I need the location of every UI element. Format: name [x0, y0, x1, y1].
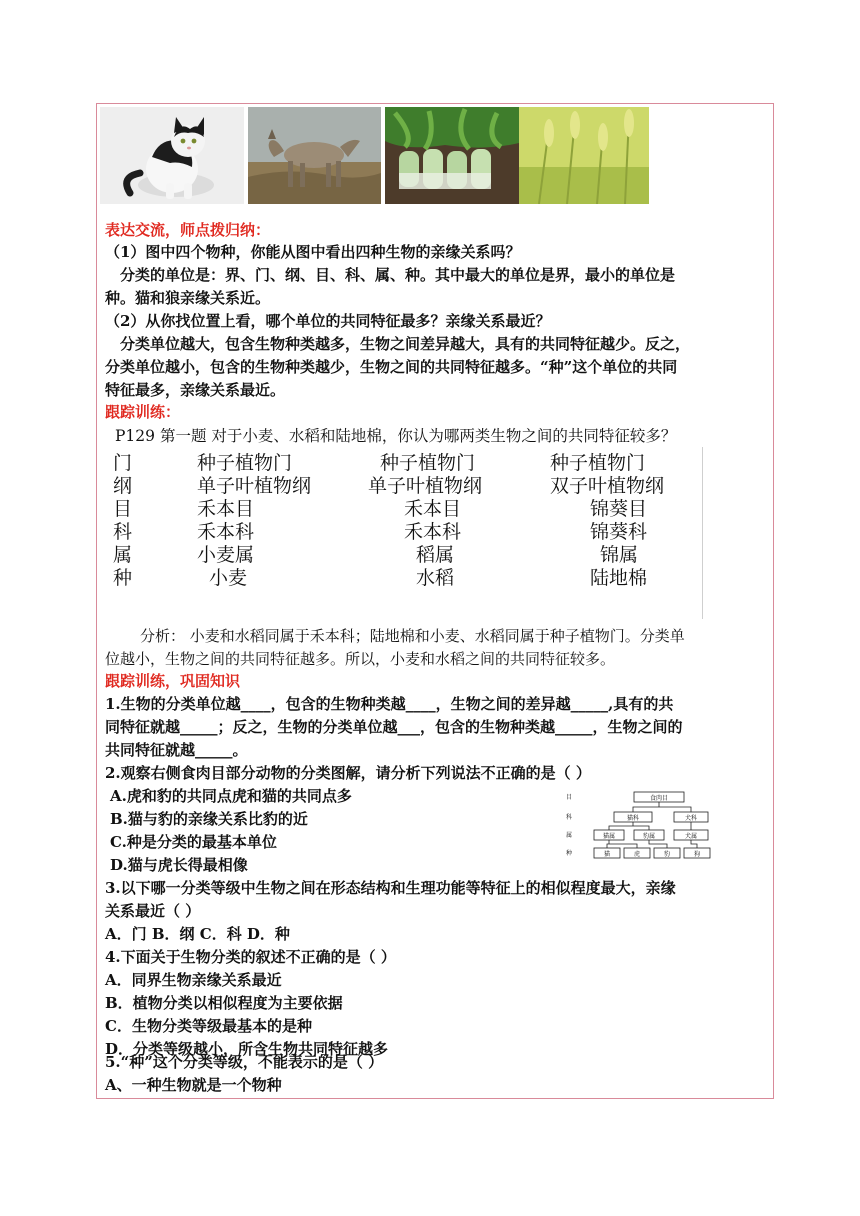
section-heading-consolidate: 跟踪训练，巩固知识	[105, 672, 241, 690]
rank-label: 门	[113, 452, 133, 474]
diagram-species: 狗	[693, 851, 701, 858]
wheat-species: 小麦	[209, 567, 248, 589]
answer-2-line-2: 分类单位越小，包含的生物种类越少，生物之间的共同特征越多。“种”这个单位的共同	[105, 358, 678, 376]
question-1: （1）图中四个物种，你能从图中看出四种生物的亲缘关系吗？	[105, 243, 521, 261]
exercise-3-options: A．门 B．纲 C．科 D．种	[105, 925, 290, 943]
rice-order: 禾本目	[404, 498, 462, 520]
exercise-4-option-a: A．同界生物亲缘关系最近	[105, 971, 282, 989]
wheat-class: 单子叶植物纲	[197, 475, 312, 497]
rank-label: 属	[113, 544, 133, 566]
cotton-phylum: 种子植物门	[550, 452, 646, 474]
wolf-photo	[248, 107, 381, 204]
cotton-family: 锦葵科	[590, 521, 648, 543]
rice-phylum: 种子植物门	[380, 452, 476, 474]
diagram-family: 猫科	[626, 815, 640, 822]
rank-label: 目	[113, 498, 133, 520]
cat-photo	[100, 107, 244, 204]
rice-genus: 稻属	[416, 544, 455, 566]
cotton-order: 锦葵目	[590, 498, 648, 520]
carnivora-classification-diagram	[562, 790, 742, 866]
exercise-2-option-c: C.种是分类的最基本单位	[110, 833, 277, 851]
exercise-3-line-1: 3.以下哪一分类等级中生物之间在形态结构和生理功能等特征上的相似程度最大，亲缘	[105, 879, 676, 897]
cotton-class: 双子叶植物纲	[550, 475, 665, 497]
rice-species: 水稻	[416, 567, 455, 589]
exercise-4-option-c: C．生物分类等级最基本的是种	[105, 1017, 312, 1035]
wheat-phylum: 种子植物门	[197, 452, 293, 474]
diagram-rank-label: 目	[566, 794, 573, 801]
exercise-2-option-d: D.猫与虎长得最相像	[110, 856, 248, 874]
answer-2-line-1: 分类单位越大，包含生物种类越多，生物之间差异越大，具有的共同特征越少。反之，	[120, 335, 691, 353]
rank-label: 种	[113, 567, 133, 589]
exercise-1-line-2: 同特征就越_____；反之，生物的分类单位越___，包含的生物种类越_____，生物之间的	[105, 718, 683, 736]
wheat-order: 禾本目	[197, 498, 255, 520]
diagram-rank-label: 种	[566, 850, 573, 857]
diagram-rank-label: 科	[566, 814, 573, 821]
rice-class: 单子叶植物纲	[368, 475, 483, 497]
exercise-4-option-d: D．分类等级越小，所含生物共同特征越多	[105, 1040, 389, 1058]
answer-2-line-3: 特征最多，亲缘关系最近。	[105, 381, 286, 399]
section-heading-practice: 跟踪训练：	[105, 403, 181, 421]
exercise-3-line-2: 关系最近（ ）	[105, 902, 201, 920]
rank-label: 科	[113, 521, 133, 543]
diagram-genus: 豹属	[642, 833, 656, 840]
diagram-species: 猫	[603, 851, 611, 858]
analysis-line-2: 位越小，生物之间的共同特征越多。所以，小麦和水稻之间的共同特征较多。	[105, 650, 616, 668]
wheat-photo	[519, 107, 649, 204]
section-heading-discussion: 表达交流，师点拨归纳：	[105, 221, 271, 239]
radish-photo	[385, 107, 519, 204]
rank-label: 纲	[113, 475, 133, 497]
exercise-5-stem: 5.“种”这个分类等级，不能表示的是（ ）	[105, 1053, 384, 1071]
diagram-genus: 猫属	[602, 833, 616, 840]
rice-family: 禾本科	[404, 521, 462, 543]
answer-1-line-1: 分类的单位是：界、门、纲、目、科、属、种。其中最大的单位是界，最小的单位是	[120, 266, 676, 284]
cotton-genus: 锦属	[600, 544, 639, 566]
exercise-2-option-b: B.猫与豹的亲缘关系比豹的近	[110, 810, 308, 828]
exercise-5-option-a: A、一种生物就是一个物种	[105, 1076, 282, 1094]
exercise-4-option-b: B．植物分类以相似程度为主要依据	[105, 994, 343, 1012]
diagram-species: 虎	[633, 851, 641, 858]
table-divider	[702, 447, 703, 619]
analysis-line-1: 分析： 小麦和水稻同属于禾本科；陆地棉和小麦、水稻同属于种子植物门。分类单	[140, 627, 685, 645]
exercise-1-line-3: 共同特征就越_____。	[105, 741, 248, 759]
question-2: （2）从你找位置上看，哪个单位的共同特征最多？亲缘关系最近？	[105, 312, 551, 330]
p129-question: P129 第一题 对于小麦、水稻和陆地棉，你认为哪两类生物之间的共同特征较多？	[115, 427, 677, 445]
exercise-4-stem: 4.下面关于生物分类的叙述不正确的是（ ）	[105, 948, 396, 966]
diagram-order: 食肉目	[649, 795, 669, 802]
diagram-family: 犬科	[684, 815, 698, 822]
answer-1-line-2: 种。猫和狼亲缘关系近。	[105, 289, 271, 307]
exercise-1-line-1: 1.生物的分类单位越____，包含的生物种类越____，生物之间的差异越_____,具有的共	[105, 695, 674, 713]
exercise-2-option-a: A.虎和豹的共同点虎和猫的共同点多	[110, 787, 352, 805]
diagram-genus: 犬属	[684, 833, 698, 840]
wheat-family: 禾本科	[197, 521, 255, 543]
diagram-rank-label: 属	[566, 832, 573, 839]
wheat-genus: 小麦属	[197, 544, 255, 566]
diagram-species: 豹	[663, 851, 671, 858]
exercise-2-stem: 2.观察右侧食肉目部分动物的分类图解，请分析下列说法不正确的是（ ）	[105, 764, 591, 782]
cotton-species: 陆地棉	[590, 567, 648, 589]
